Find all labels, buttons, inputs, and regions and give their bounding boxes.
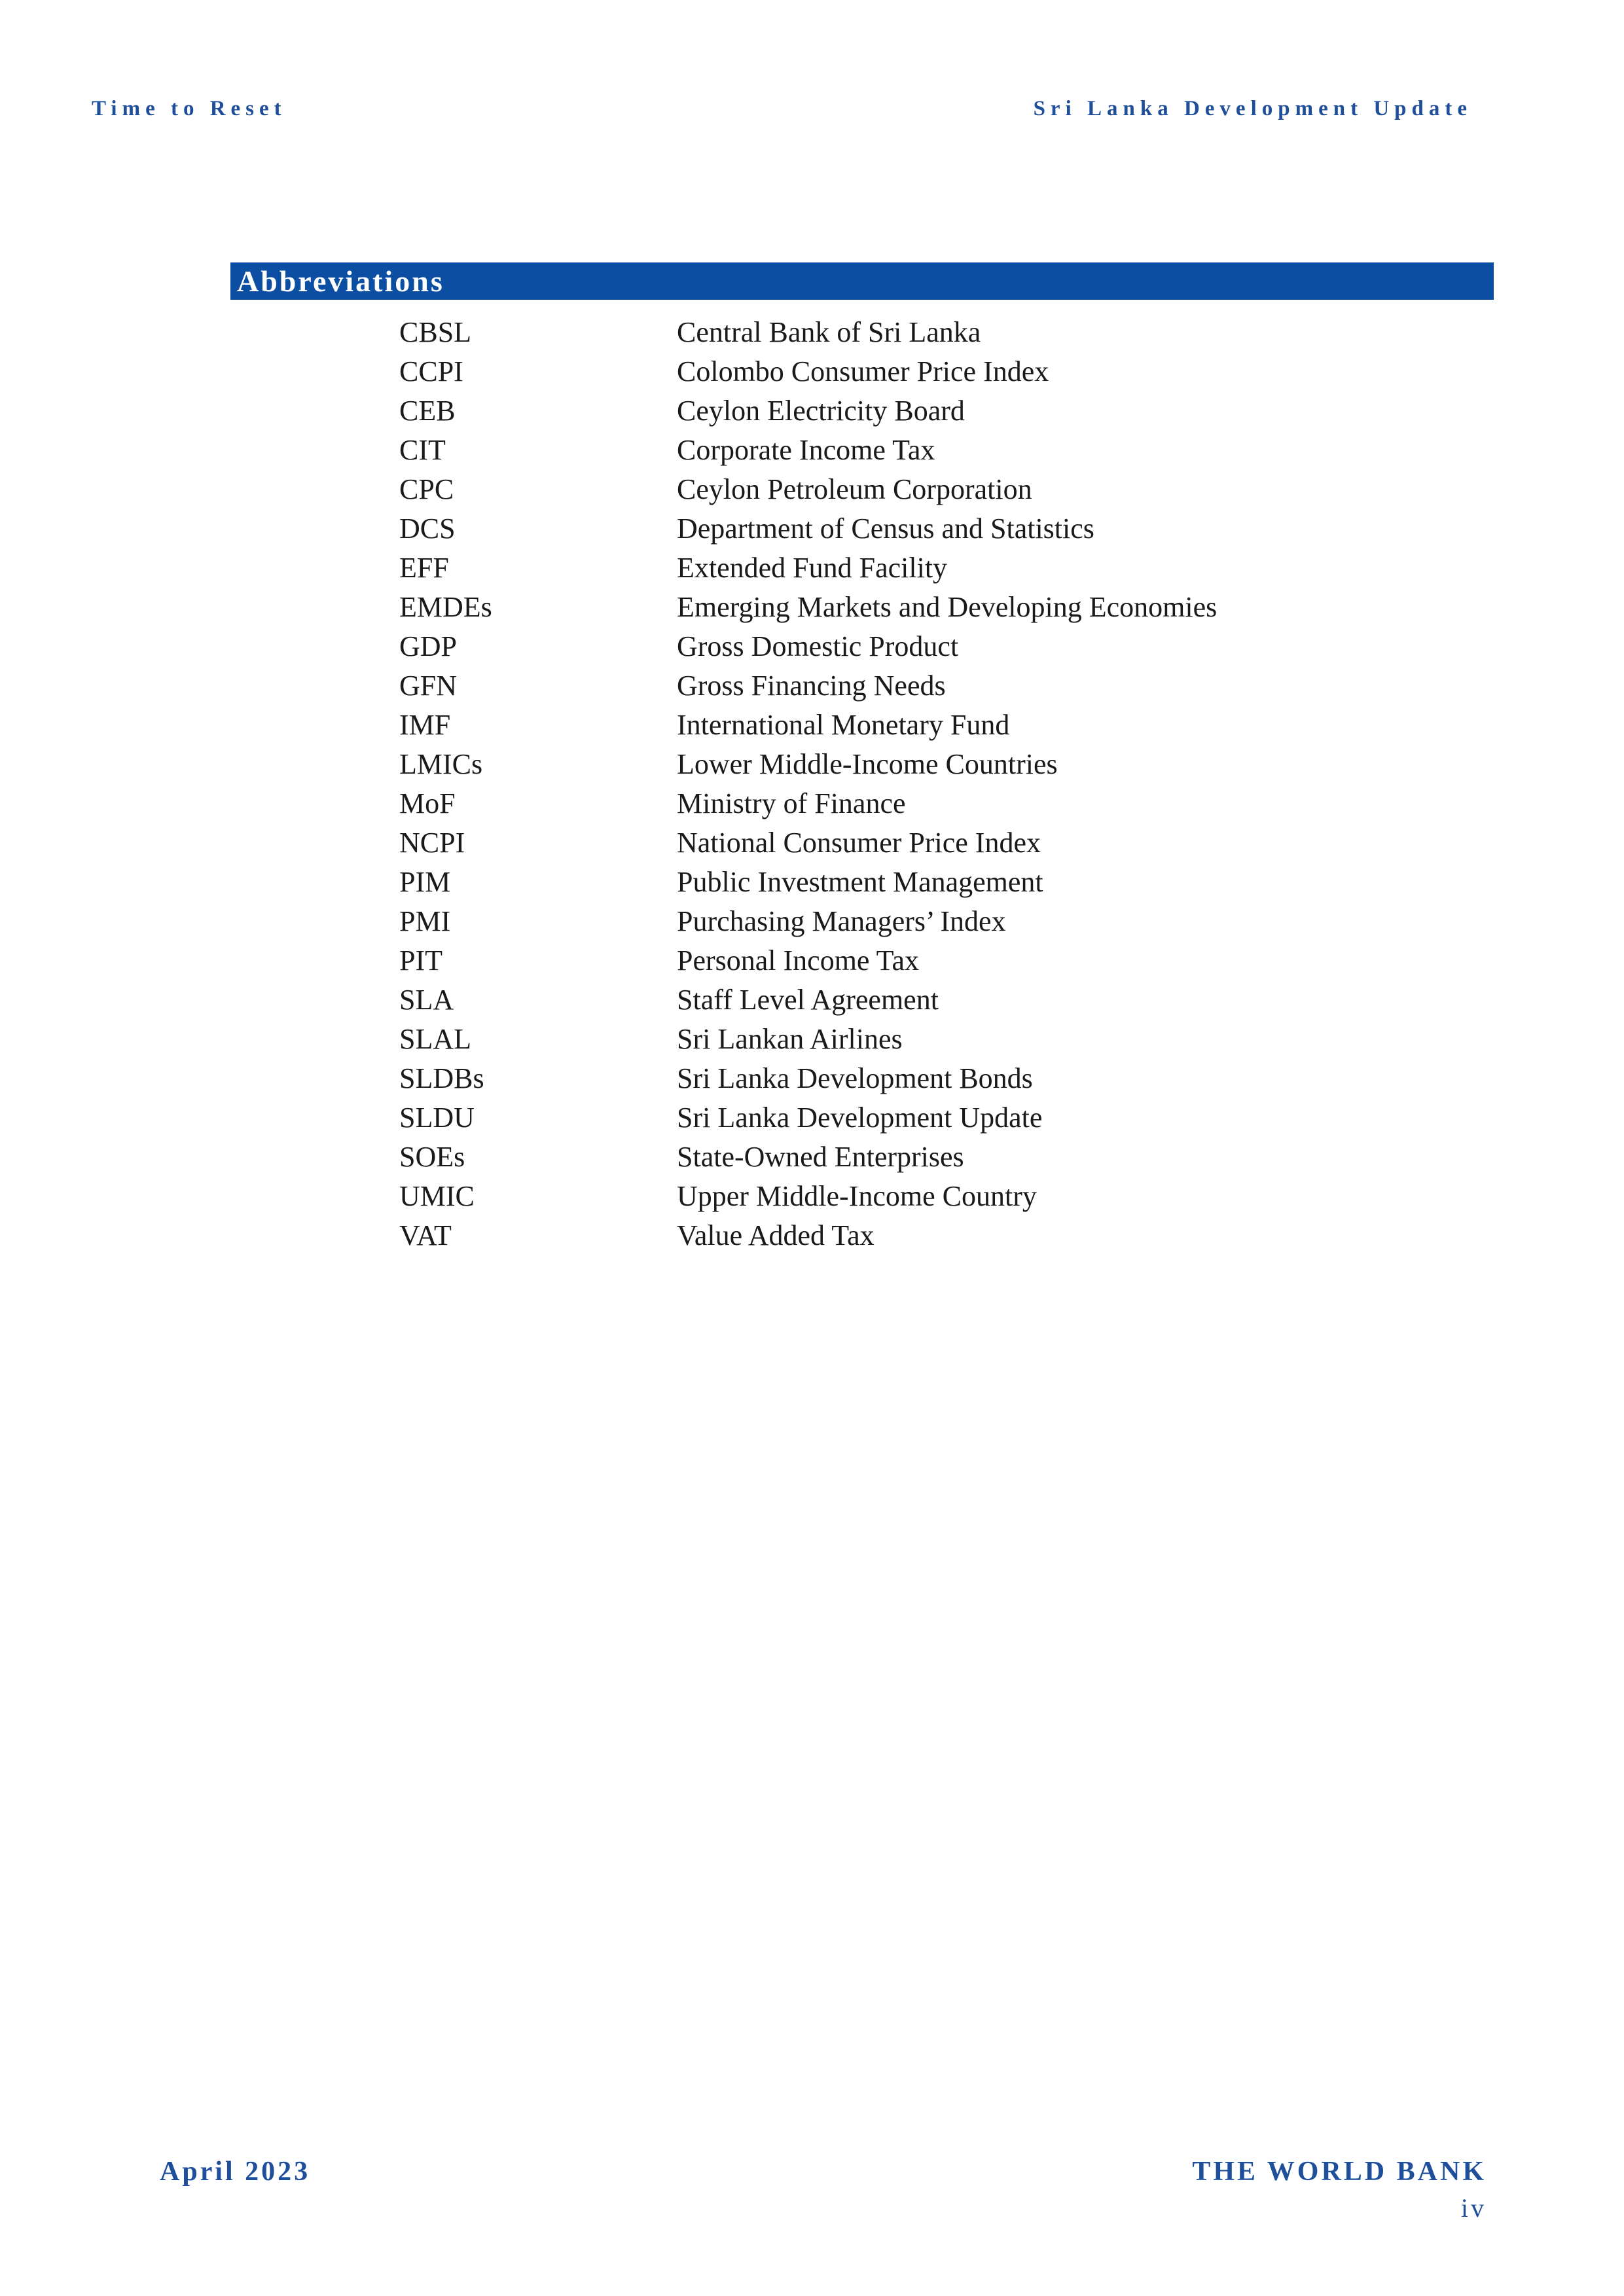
abbreviation-code: VAT bbox=[399, 1219, 452, 1251]
page-number: iv bbox=[1460, 2193, 1487, 2223]
list-item bbox=[399, 313, 1447, 352]
abbreviation-meaning: State-Owned Enterprises bbox=[677, 1141, 964, 1173]
abbreviation-meaning: Extended Fund Facility bbox=[677, 552, 948, 584]
abbreviation-code: CIT bbox=[399, 434, 446, 466]
abbreviation-code: CEB bbox=[399, 395, 456, 427]
abbreviation-meaning: Upper Middle-Income Country bbox=[677, 1180, 1037, 1212]
abbreviation-meaning: Gross Domestic Product bbox=[677, 630, 959, 662]
abbreviation-meaning: Sri Lanka Development Bonds bbox=[677, 1062, 1033, 1094]
abbreviation-code: SLAL bbox=[399, 1023, 471, 1055]
list-item bbox=[399, 1059, 1447, 1098]
list-item bbox=[399, 1138, 1447, 1177]
list-item bbox=[399, 509, 1447, 548]
abbreviation-meaning: Colombo Consumer Price Index bbox=[677, 355, 1049, 387]
abbreviation-meaning: National Consumer Price Index bbox=[677, 827, 1041, 859]
list-item bbox=[399, 352, 1447, 391]
abbreviation-code: DCS bbox=[399, 512, 456, 545]
abbreviation-meaning: Sri Lanka Development Update bbox=[677, 1102, 1043, 1134]
list-item bbox=[399, 902, 1447, 941]
footer-organization: THE WORLD BANK bbox=[1192, 2157, 1487, 2187]
abbreviation-meaning: Emerging Markets and Developing Economies bbox=[677, 591, 1218, 623]
abbreviation-meaning: Value Added Tax bbox=[677, 1219, 875, 1251]
list-item bbox=[399, 863, 1447, 902]
list-item bbox=[399, 823, 1447, 863]
abbreviation-meaning: International Monetary Fund bbox=[677, 709, 1010, 741]
list-item bbox=[399, 1216, 1447, 1255]
abbreviation-meaning: Gross Financing Needs bbox=[677, 670, 946, 702]
abbreviation-code: CBSL bbox=[399, 316, 472, 348]
abbreviation-meaning: Ceylon Petroleum Corporation bbox=[677, 473, 1032, 505]
list-item bbox=[399, 1098, 1447, 1138]
list-item bbox=[399, 1177, 1447, 1216]
abbreviation-meaning: Department of Census and Statistics bbox=[677, 512, 1094, 545]
running-header-publication: Sri Lanka Development Update bbox=[1033, 97, 1472, 120]
list-item bbox=[399, 1020, 1447, 1059]
list-item bbox=[399, 980, 1447, 1020]
list-item bbox=[399, 391, 1447, 431]
abbreviation-code: LMICs bbox=[399, 748, 483, 780]
list-item bbox=[399, 548, 1447, 588]
abbreviation-meaning: Lower Middle-Income Countries bbox=[677, 748, 1058, 780]
abbreviation-code: SOEs bbox=[399, 1141, 465, 1173]
abbreviation-meaning: Staff Level Agreement bbox=[677, 984, 939, 1016]
abbreviation-meaning: Personal Income Tax bbox=[677, 944, 920, 977]
abbreviation-code: SLA bbox=[399, 984, 454, 1016]
abbreviation-meaning: Central Bank of Sri Lanka bbox=[677, 316, 981, 348]
list-item bbox=[399, 706, 1447, 745]
list-item bbox=[399, 941, 1447, 980]
running-header-title: Time to Reset bbox=[92, 97, 287, 120]
abbreviation-code: EFF bbox=[399, 552, 449, 584]
abbreviation-meaning: Sri Lankan Airlines bbox=[677, 1023, 903, 1055]
list-item bbox=[399, 470, 1447, 509]
abbreviation-code: SLDU bbox=[399, 1102, 475, 1134]
list-item bbox=[399, 588, 1447, 627]
list-item bbox=[399, 784, 1447, 823]
abbreviation-meaning: Ceylon Electricity Board bbox=[677, 395, 965, 427]
abbreviation-code: PMI bbox=[399, 905, 451, 937]
abbreviation-meaning: Purchasing Managers’ Index bbox=[677, 905, 1006, 937]
abbreviation-code: GFN bbox=[399, 670, 458, 702]
abbreviation-code: PIT bbox=[399, 944, 442, 977]
abbreviation-code: CCPI bbox=[399, 355, 463, 387]
abbreviation-code: NCPI bbox=[399, 827, 465, 859]
abbreviation-list bbox=[399, 313, 1447, 1255]
abbreviation-code: EMDEs bbox=[399, 591, 492, 623]
abbreviation-code: MoF bbox=[399, 787, 456, 819]
abbreviation-code: SLDBs bbox=[399, 1062, 484, 1094]
abbreviation-code: UMIC bbox=[399, 1180, 475, 1212]
footer-date: April 2023 bbox=[160, 2157, 311, 2187]
abbreviation-meaning: Ministry of Finance bbox=[677, 787, 906, 819]
abbreviation-code: PIM bbox=[399, 866, 451, 898]
abbreviation-code: IMF bbox=[399, 709, 451, 741]
abbreviation-meaning: Corporate Income Tax bbox=[677, 434, 935, 466]
list-item bbox=[399, 627, 1447, 666]
section-title: Abbreviations bbox=[237, 264, 444, 298]
list-item bbox=[399, 666, 1447, 706]
abbreviation-code: GDP bbox=[399, 630, 458, 662]
list-item bbox=[399, 431, 1447, 470]
abbreviation-meaning: Public Investment Management bbox=[677, 866, 1043, 898]
list-item bbox=[399, 745, 1447, 784]
abbreviation-code: CPC bbox=[399, 473, 454, 505]
section-heading-bar bbox=[230, 262, 1494, 300]
